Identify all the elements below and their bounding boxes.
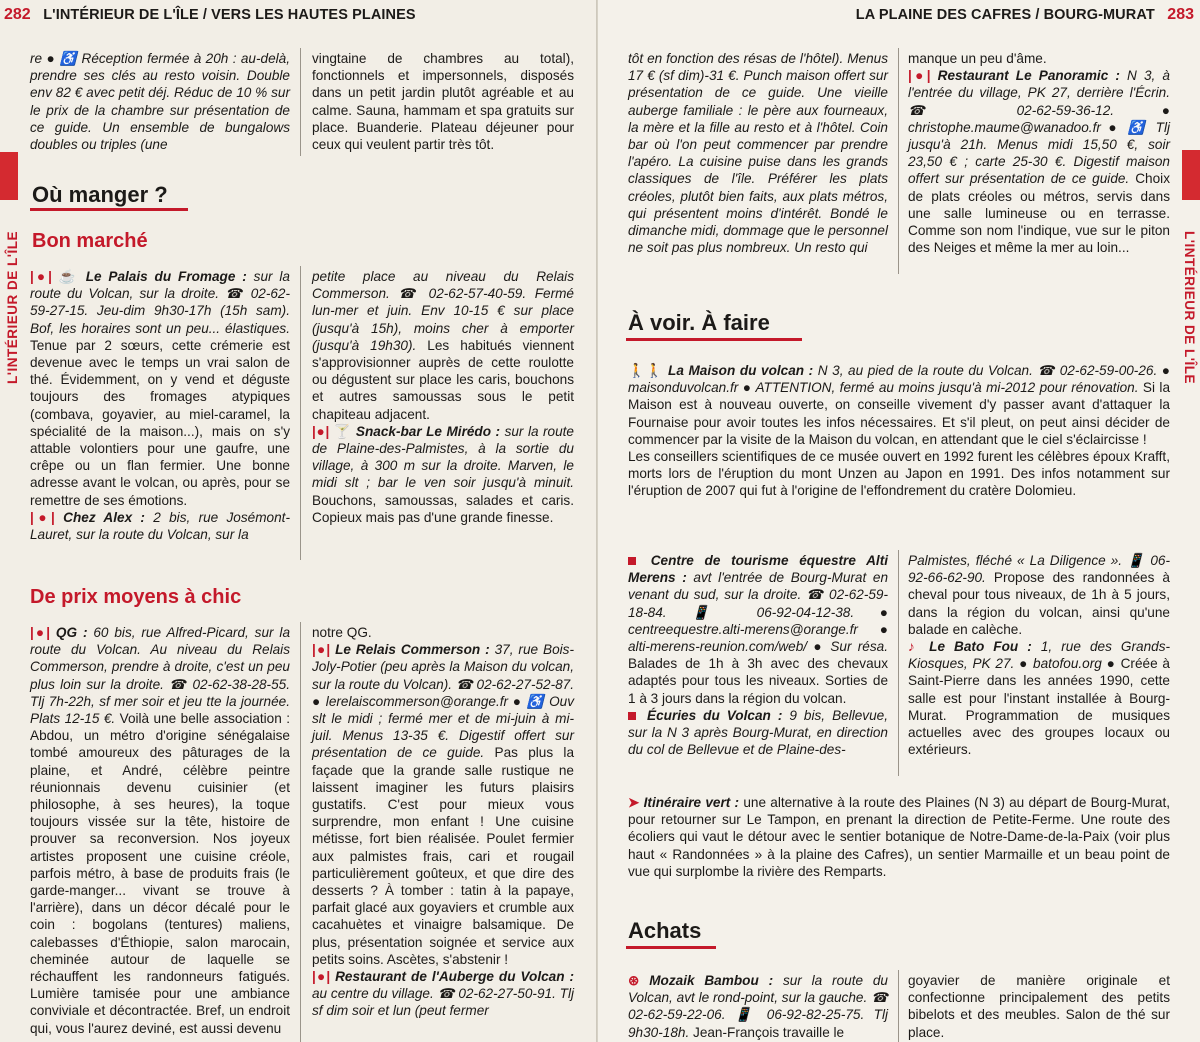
entry-alti-merens [628, 552, 888, 707]
bon-marche-col-2 [312, 268, 574, 526]
top-col-1 [30, 50, 290, 153]
entry-info: petite place au niveau du Relais Commerson. ☎ 02-62-57-40-59. Fermé lun-mer et juin. Env 10-15 € sur place (jusqu'à 15h), moins cher à emporter (jusqu'à 19h30). [312, 269, 574, 353]
shopping-icon: ⊛ [628, 973, 640, 988]
entry-auberge-du-volcan [312, 968, 574, 1020]
activity-square-icon [628, 557, 636, 565]
entry-info: avt l'entrée de Bourg-Murat en venant du sud, sur la droite. ☎ 02-62-59-18-84. 📱 06-92-04-12-38. ● centreequestre.alti-merens@orange.fr ● alti-merens-reunion.com/web/ ● Sur résa. [628, 570, 889, 655]
entry-name: La Maison du volcan : [668, 363, 814, 378]
right-running-head [856, 6, 1194, 28]
left-running-title: L'INTÉRIEUR DE L'ÎLE / VERS LES HAUTES PLAINES [43, 7, 416, 23]
entry-text: Pas plus la façade que la grande salle rustique ne laissent imaginer les futurs plaisirs gustatifs. C'est pour mieux vous surprendre, mon enfant ! Une cuisine métisse, fort bien réalisée. Poulet fermier aux palmistes frais, cari et rougail particulièrement goûteux, et que dire des desserts ? À tomber : tatin à la papaye, parfait glacé aux goyaviers et crumble aux cacahuètes et vinaigre balsamique. De plus, présentation soignée et service aux petits soins. Ascètes, s'abstenir ! [312, 745, 575, 967]
restaurant-icon: |●| [312, 642, 331, 658]
entry-text: Si la Maison est à nouveau ouverte, on conseille vivement d'y passer avant d'attaquer la Fournaise pour avoir toutes les infos nécessaires. Et s'il pleut, on peut ainsi décider de commencer par la visite de la Maison du volcan, en attendant que le ciel s'éclaircisse ! [628, 380, 1170, 447]
right-page [598, 0, 1200, 1042]
entry-snack-bar-miredo [312, 423, 574, 526]
right-side-label: L'INTÉRIEUR DE L'ÎLE [1182, 231, 1198, 384]
entry-maison-text-2: Les conseillers scientifiques de ce musée ouvert en 1992 furent les célèbres époux Krafft, morts lors de l'éruption du mont Unzen au Japon en 1991. Des infos notamment sur l'éruption de 2007 qui fut à l'origine de l'effondrement du cratère Dolomieu. [628, 449, 1170, 499]
activities-col-1 [628, 552, 888, 758]
top-col-2-text: vingtaine de chambres au total), fonctionnels et impersonnels, disposés dans un petit jardin plutôt agréable et au calme. Sauna, hammam et spa gratuits sur place. Buanderie. Plateau déjeuner pour ceux qui veulent partir très tôt. [312, 51, 574, 153]
entry-relais-commerson [312, 641, 574, 968]
heading-underline [626, 338, 802, 341]
entry-text: Jean-François travaille le [693, 1024, 845, 1040]
top-col-1-text: tôt en fonction des résas de l'hôtel). Menus 17 € (sf dim)-31 €. Punch maison offert sur présentation de ce guide. Une vieille auberge familiale : le père aux fourneaux, la mère et la fille au resto et à l'hôtel. Coin bar où l'on peut commencer par prendre l'apéro. La cuisine puise dans les grands classiques de l'île. Préférer les plats créoles, plutôt bien faits, aux plats métros, qui présentent moins d'intérêt. Bondé le dimanche midi, dommage que le personnel ne soit pas plus nombreux. Un resto qui [628, 51, 888, 256]
music-note-icon: ♪ [908, 639, 921, 655]
column-rule [300, 48, 301, 156]
entry-maison-du-volcan [628, 362, 1170, 448]
entry-mozaik-bambou [628, 972, 888, 1041]
left-page-number: 282 [4, 6, 31, 23]
heading-bon-marche: Bon marché [32, 230, 148, 252]
entry-info: 1, rue des Grands-Kiosques, PK 27. ● batofou.org ● [908, 639, 1171, 672]
entry-text: Créée à Saint-Pierre dans les années 1990, cette salle est pour l'instant installée à Bourg-Murat. Programmation de musiques actuelles avec des groupes locaux ou extérieurs. [908, 656, 1170, 758]
entry-text: Voilà une belle association : Abdou, un métro d'origine sénégalaise tombé amoureux des pâturages de la plaine, et André, célèbre peintre réunionnais devenu cuisinier (et philosophe, à ses heures), la toque toujours vissée sur la tête, histoire de prouver sa reconversion. Nos joyeux artistes proposent une cuisine créole, parfois métro, à base de produits frais (le garde-manger... vivant se trouve à l'arrière), dans un décor décalé pour le coin : bogolans (tentures) maliens, calebasses d'Éthiopie, salon marocain, cheminée autour de laquelle se réchauffent les randonneurs fatigués. Lumière tamisée pour une ambiance conviviale et décontractée. Bref, un endroit qui, vous l'aurez deviné, est aussi devenu [30, 711, 290, 1036]
entry-text: Choix de plats créoles ou métros, servis dans une salle lumineuse ou en terrasse. Comme son nom l'indique, vue sur le piton des Neiges et même la mer au loin... [908, 171, 1170, 256]
prix-moyens-col-2 [312, 624, 574, 1020]
entry-name: Snack-bar Le Mirédo : [355, 423, 501, 439]
entry-name: Le Palais du Fromage : [85, 269, 247, 284]
entry-info: N 3, au pied de la route du Volcan. ☎ 02-62-59-00-26. ● maisonduvolcan.fr ● ATTENTION, fermé au moins jusqu'à mi-2012 pour rénovation. [628, 363, 1171, 396]
top-col-1-text: re ● ♿ Réception fermée à 20h : au-delà, prendre ses clés au resto voisin. Double env 82 € avec petit déj. Réduc de 10 % sur le prix de la chambre sur présentation de ce guide. Un ensemble de bungalows doubles ou triples (une [30, 51, 290, 153]
heading-underline [626, 946, 716, 949]
entry-palais-du-fromage [30, 268, 290, 509]
entry-chez-alex [30, 509, 290, 543]
entry-name: QG : [55, 625, 88, 640]
achats-col-2 [908, 972, 1170, 1041]
heading-underline [30, 208, 188, 211]
heading-a-voir: À voir. À faire [628, 310, 770, 335]
column-rule [300, 266, 301, 560]
bar-icon: |●| 🍸 [312, 423, 352, 439]
achats-col-1 [628, 972, 888, 1041]
right-running-title: LA PLAINE DES CAFRES / BOURG-MURAT [855, 7, 1155, 23]
heading-prix-moyens: De prix moyens à chic [30, 586, 242, 608]
top-col-2 [908, 50, 1170, 256]
heading-achats: Achats [628, 918, 702, 943]
left-running-head [4, 6, 416, 28]
entry-text: une alternative à la route des Plaines (N 3) au départ de Bourg-Murat, pour retourner sur Le Tampon, en prenant la direction de Petite-Ferme. Une route des écoliers qui vaut le détour avec le sentier botanique de Notre-Dame-de-la-Paix (voir plus haut « Randonnées » à la plaine des Cafres), un sentier Marmaille et un beau point de vue qui surplombe la rivière des Remparts. [628, 795, 1170, 879]
entry-name: Écuries du Volcan : [647, 707, 783, 723]
entry-bato-fou [908, 638, 1170, 758]
entry-name: Itinéraire vert : [643, 795, 740, 810]
entry-info: 2 bis, rue Josémont-Lauret, sur la route du Volcan, sur la [30, 509, 290, 543]
entry-ecuries-du-volcan [628, 707, 888, 759]
entry-name: Le Relais Commerson : [335, 642, 490, 658]
entry-name: Restaurant Le Panoramic : [937, 68, 1120, 84]
entry-text: Bouchons, samoussas, salades et caris. Copieux mais pas d'une grande finesse. [312, 492, 574, 525]
section-tab-marker [1182, 150, 1200, 200]
column-rule [898, 550, 899, 776]
entry-auberge-cont: manque un peu d'âme. [908, 51, 1047, 66]
entry-info: sur la route du Volcan, avt le rond-point, sur la gauche. ☎ 02-62-59-22-06. 📱 06-92-82-25-75. Tlj 9h30-18h. [628, 973, 888, 1040]
arrow-icon: ➤ [628, 795, 640, 810]
restaurant-icon: |●| [312, 969, 331, 985]
bon-marche-col-1 [30, 268, 290, 543]
entry-text: Propose des randonnées à cheval pour tous niveaux, de 1h à 5 jours, dans la région du volcan, ainsi qu'une balade en calèche. [908, 570, 1170, 637]
entry-info: 37, rue Bois-Joly-Potier (peu après la Maison du volcan, sur la route du Volcan). ☎ 02-62-27-52-87. ● lerelaiscommerson@orange.fr ● ♿ Ouv slt le midi ; fermé mer et de mi-juin à mi-juil. Menus 13-35 €. Digestif offert sur présentation de ce guide. [312, 642, 575, 761]
prix-moyens-col-1 [30, 624, 290, 1037]
visit-icon: 🚶🚶 [628, 363, 664, 378]
entry-info: sur la route de Plaine-des-Palmistes, à la sortie du village, à 300 m sur la droite. Marven, le midi slt ; bar le ven soir jusqu'à minuit. [312, 423, 574, 491]
entry-name: Restaurant de l'Auberge du Volcan : [335, 969, 574, 985]
maison-du-volcan-block [628, 362, 1170, 500]
column-rule [898, 970, 899, 1042]
column-rule [898, 48, 899, 274]
activity-square-icon [628, 712, 636, 720]
right-page-number: 283 [1167, 6, 1194, 23]
entry-chez-alex-cont [312, 268, 574, 423]
entry-text: Les habitués viennent s'approvisionner auprès de cette roulotte ou dégustent sur place les caris, bouchons et autres samoussas sous le petit chapiteau adjacent. [312, 337, 575, 422]
entry-info: 60 bis, rue Alfred-Picard, sur la route du Volcan. Au niveau du Relais Commerson, prendre à droite, c'est un peu plus loin sur la droite. ☎ 02-62-38-28-55. Tlj 7h-22h, sf mer soir et jeu tte la journée. Plats 12-15 €. [30, 625, 291, 727]
entry-info: 9 bis, Bellevue, sur la N 3 après Bourg-Murat, en direction du col de Bellevue et de Plaine-des- [628, 707, 888, 758]
top-col-2 [312, 50, 574, 153]
restaurant-icon: |●| [30, 625, 51, 640]
entry-text: Tenue par 2 sœurs, cette crémerie est devenue avec le temps un vrai salon de thé. Évidemment, on y vend et déguste toujours des fromages atypiques (combava, goyavier, au miel-caramel, la spécialité de la maison...), mais on s'y attable volontiers pour une gaufre, une crêpe ou un flan fermier. Une bonne adresse avant le volcan, ou après, pour se remettre de ses émotions. [30, 337, 290, 508]
restaurant-icon: |●| ☕ [30, 269, 79, 284]
entry-qg-cont: notre QG. [312, 625, 372, 640]
column-rule [300, 622, 301, 1042]
restaurant-icon: |●| [908, 68, 931, 84]
entry-ecuries-cont [908, 552, 1170, 638]
left-side-label: L'INTÉRIEUR DE L'ÎLE [4, 231, 20, 384]
itineraire-block [628, 794, 1170, 880]
entry-name: Centre de tourisme équestre Alti Merens : [628, 553, 889, 586]
entry-panoramic [908, 67, 1170, 256]
restaurant-icon: |●| [30, 509, 55, 525]
entry-info: Palmistes, fléché « La Diligence ». 📱 06-92-66-62-90. [908, 553, 1170, 586]
entry-name: Mozaik Bambou : [649, 973, 774, 988]
top-col-1 [628, 50, 888, 256]
entry-mozaik-cont: goyavier de manière originale et confectionne principalement des petits bibelots et des meubles. Salon de thé sur place. [908, 973, 1170, 1040]
left-page [0, 0, 598, 1042]
entry-itineraire-vert [628, 794, 1170, 880]
entry-info: sur la route du Volcan, sur la droite. ☎ 02-62-59-27-15. Jeu-dim 9h30-17h (15h sam). Bof, les horaires sont un peu... élastiques. [30, 269, 290, 336]
entry-name: Le Bato Fou : [929, 639, 1032, 655]
entry-info: N 3, à l'entrée du village, PK 27, derrière l'Écrin. ☎ 02-62-59-36-12. ● christophe.maume@wanadoo.fr ● ♿ Tlj jusqu'à 21h. Menus midi 15,50 €, soir 23,50 € ; carte 25-30 €. Digestif maison offert sur présentation de ce guide. [908, 68, 1170, 187]
entry-name: Chez Alex : [63, 509, 145, 525]
section-tab-marker [0, 152, 18, 200]
activities-col-2 [908, 552, 1170, 758]
entry-info: au centre du village. ☎ 02-62-27-50-91. Tlj sf dim soir et lun (peut fermer [312, 986, 574, 1019]
heading-ou-manger: Où manger ? [32, 182, 168, 207]
entry-qg [30, 624, 290, 1037]
entry-text: Balades de 1h à 3h avec des chevaux adaptés pour tous les niveaux. Sorties de 1 à 3 jours dans la région du volcan. [628, 656, 888, 706]
